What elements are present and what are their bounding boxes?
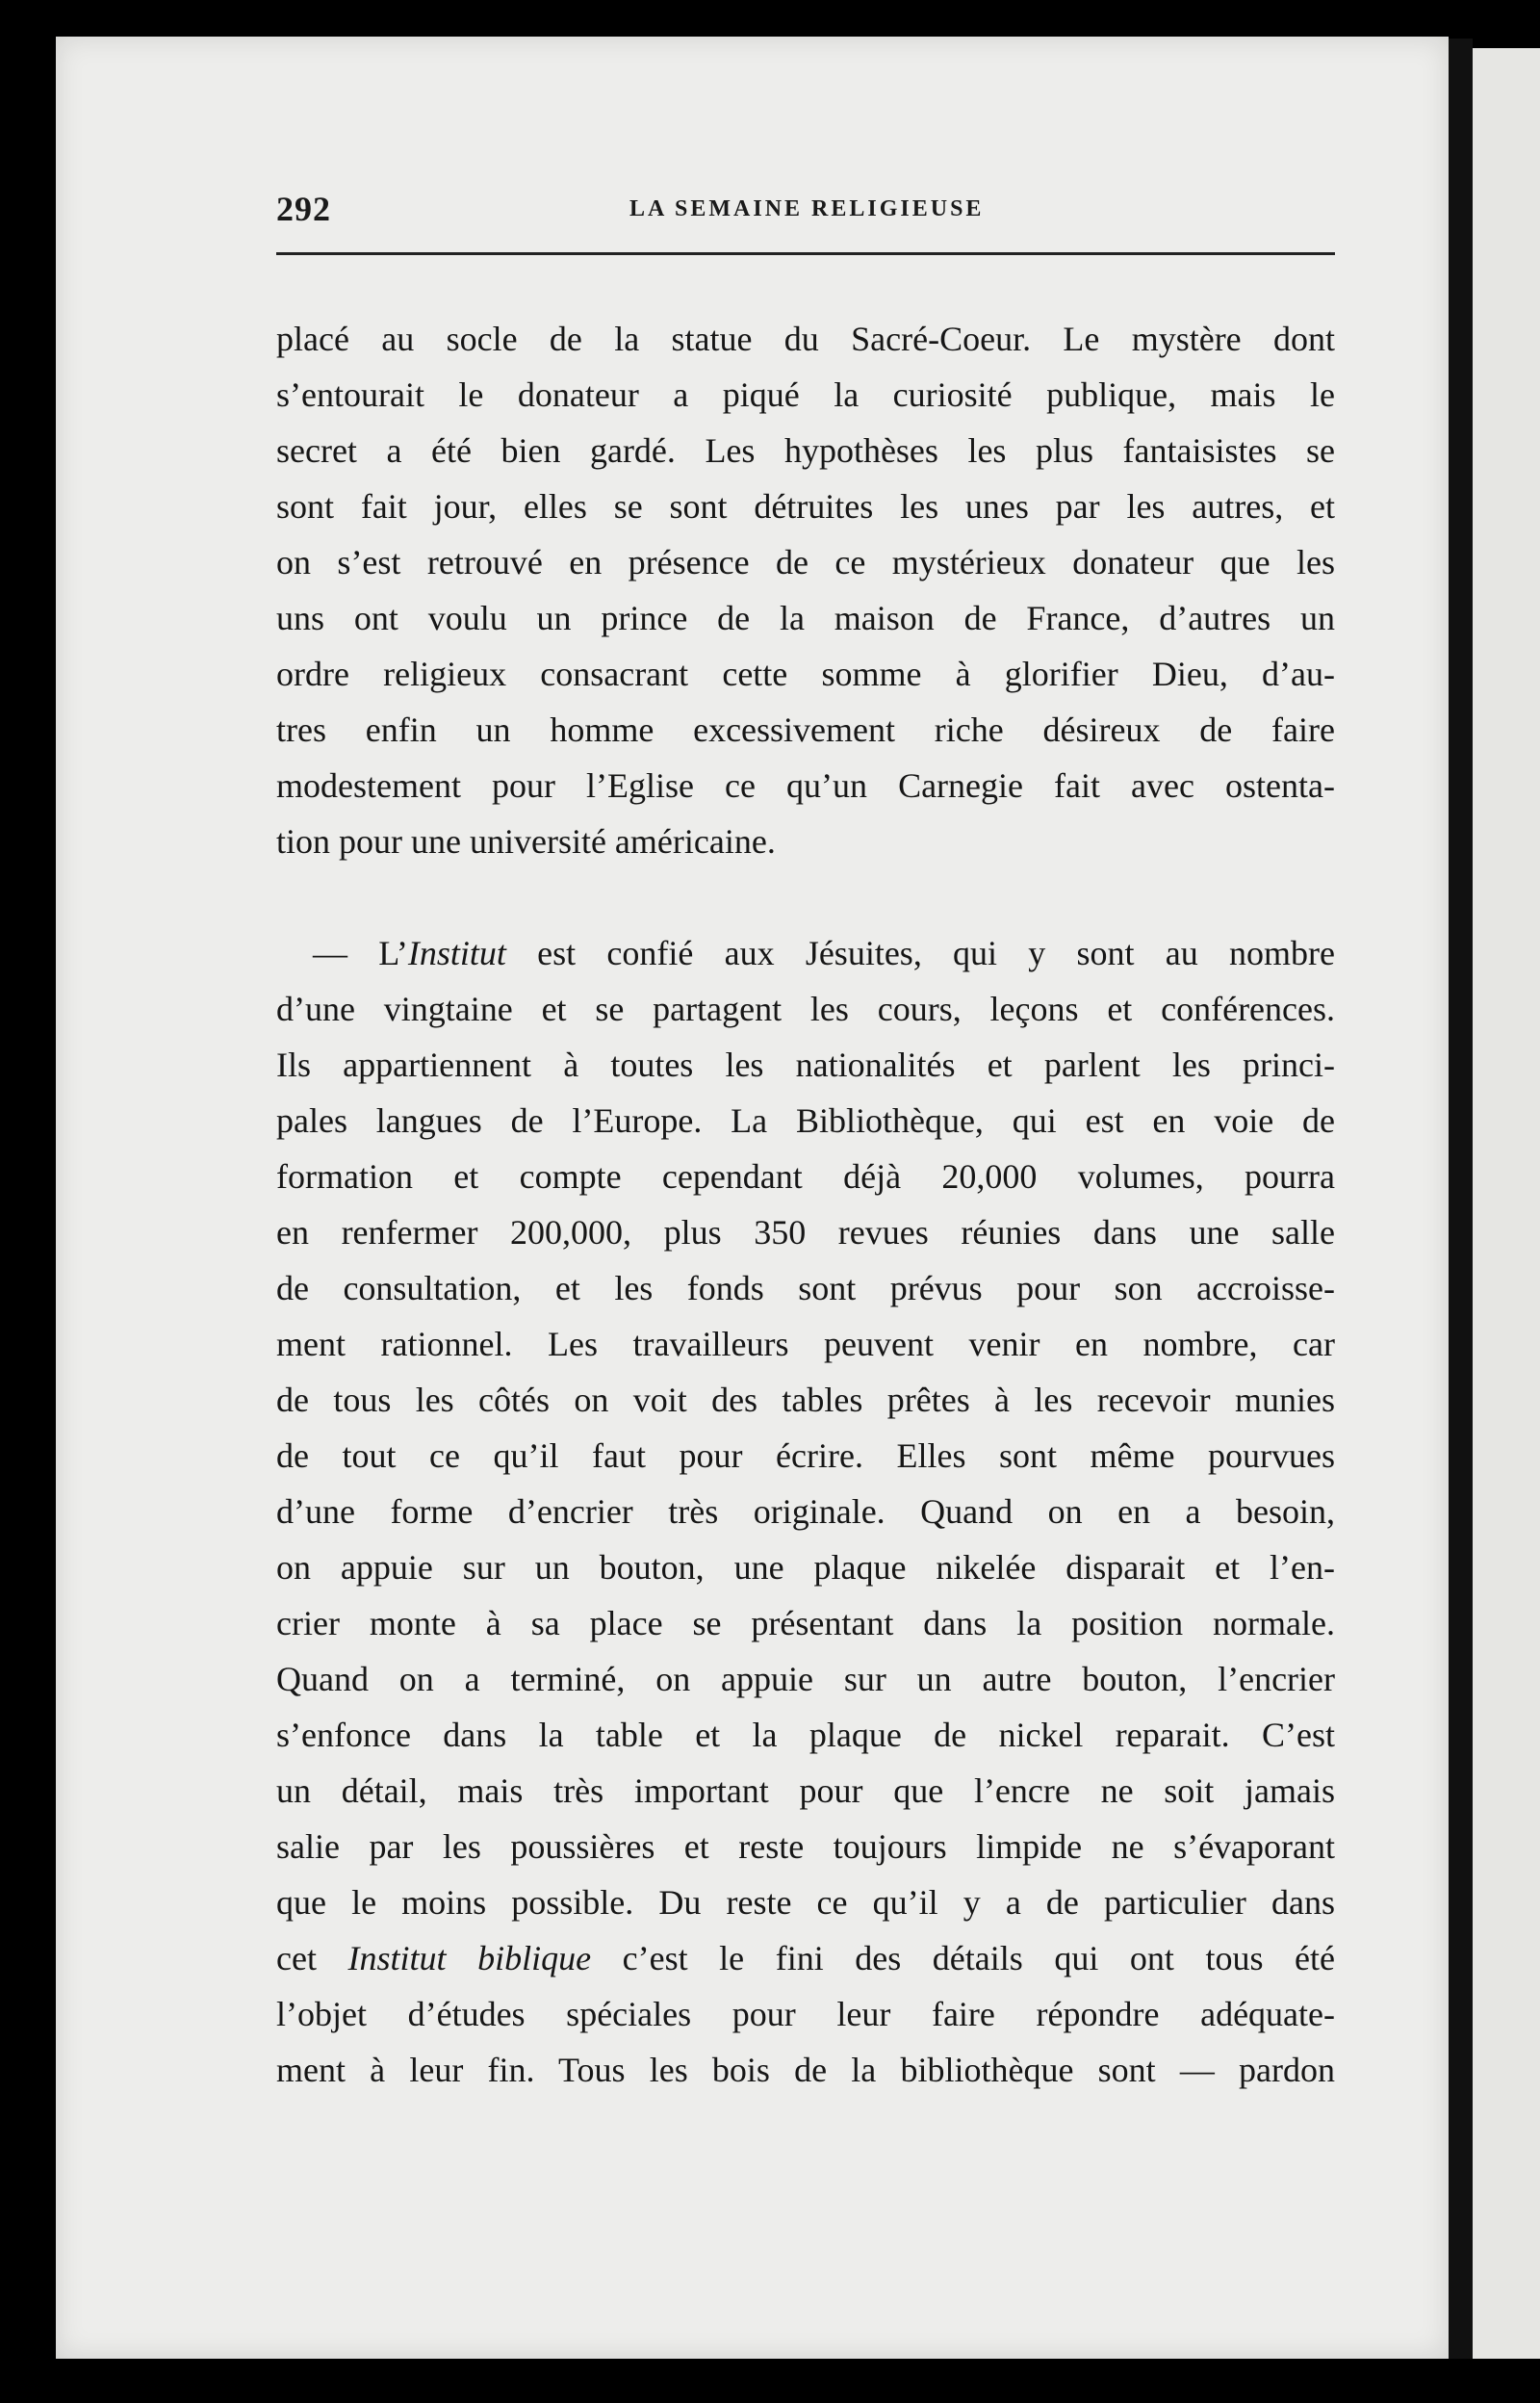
text-line: modestement pour l’Eglise ce qu’un Carnegie fait avec ostenta-	[276, 766, 1335, 805]
line-prefix: cet	[276, 1939, 348, 1977]
text-line: de tout ce qu’il faut pour écrire. Elles sont même pourvues	[276, 1436, 1335, 1475]
paragraph-2	[276, 925, 1335, 2098]
text-line: pales langues de l’Europe. La Bibliothèque, qui est en voie de	[276, 1101, 1335, 1140]
page-header	[276, 183, 1335, 241]
line-remainder: est confié aux Jésuites, qui y sont au nombre	[505, 934, 1335, 972]
paragraph-1	[276, 311, 1335, 869]
text-line: de tous les côtés on voit des tables prêtes à les recevoir munies	[276, 1381, 1335, 1419]
text-line: tion pour une université américaine.	[276, 822, 776, 861]
running-head: LA SEMAINE RELIGIEUSE	[629, 196, 985, 221]
text-line: tres enfin un homme excessivement riche désireux de faire	[276, 711, 1335, 749]
text-line: sont fait jour, elles se sont détruites les unes par les autres, et	[276, 487, 1335, 526]
text-line: d’une vingtaine et se partagent les cours, leçons et conférences.	[276, 990, 1335, 1028]
text-line: l’objet d’études spéciales pour leur faire répondre adéquate-	[276, 1995, 1335, 2033]
italic-institut-biblique: Institut biblique	[347, 1939, 592, 1977]
paragraph-gap	[276, 869, 1335, 925]
text-line: ordre religieux consacrant cette somme à glorifier Dieu, d’au-	[276, 655, 1335, 693]
text-line: que le moins possible. Du reste ce qu’il y a de particulier dans	[276, 1883, 1335, 1922]
header-rule	[276, 252, 1335, 255]
text-line: ment rationnel. Les travailleurs peuvent venir en nombre, car	[276, 1325, 1335, 1363]
em-dash-lead: — L’	[313, 934, 408, 972]
text-line: salie par les poussières et reste toujours limpide ne s’évaporant	[276, 1827, 1335, 1866]
text-line: en renfermer 200,000, plus 350 revues réunies dans une salle	[276, 1213, 1335, 1252]
text-line-italic	[276, 1930, 1335, 1986]
text-line-first	[276, 925, 1335, 981]
italic-institut: Institut	[407, 934, 506, 972]
body-text	[276, 311, 1335, 2098]
text-line: uns ont voulu un prince de la maison de France, d’autres un	[276, 599, 1335, 637]
text-line: on appuie sur un bouton, une plaque nikelée disparait et l’en-	[276, 1548, 1335, 1587]
text-line: Quand on a terminé, on appuie sur un autre bouton, l’encrier	[276, 1660, 1335, 1698]
text-line: de consultation, et les fonds sont prévus pour son accroisse-	[276, 1269, 1335, 1307]
page-number: 292	[276, 190, 331, 228]
text-line: crier monte à sa place se présentant dans la position normale.	[276, 1604, 1335, 1642]
line-remainder: c’est le fini des détails qui ont tous été	[591, 1939, 1335, 1977]
text-line: Ils appartiennent à toutes les nationalités et parlent les princi-	[276, 1046, 1335, 1084]
text-line: on s’est retrouvé en présence de ce mystérieux donateur que les	[276, 543, 1335, 581]
text-line: secret a été bien gardé. Les hypothèses les plus fantaisistes se	[276, 431, 1335, 470]
text-line: s’enfonce dans la table et la plaque de nickel reparait. C’est	[276, 1716, 1335, 1754]
text-line: s’entourait le donateur a piqué la curiosité publique, mais le	[276, 375, 1335, 414]
text-line: placé au socle de la statue du Sacré-Coeur. Le mystère dont	[276, 320, 1335, 358]
text-line: ment à leur fin. Tous les bois de la bibliothèque sont — pardon	[276, 2051, 1335, 2089]
text-line: formation et compte cependant déjà 20,000 volumes, pourra	[276, 1157, 1335, 1196]
book-gutter	[1449, 39, 1473, 2359]
text-line: d’une forme d’encrier très originale. Quand on en a besoin,	[276, 1492, 1335, 1531]
text-line: un détail, mais très important pour que l’encre ne soit jamais	[276, 1771, 1335, 1810]
facing-page-edge	[1473, 48, 1540, 2359]
